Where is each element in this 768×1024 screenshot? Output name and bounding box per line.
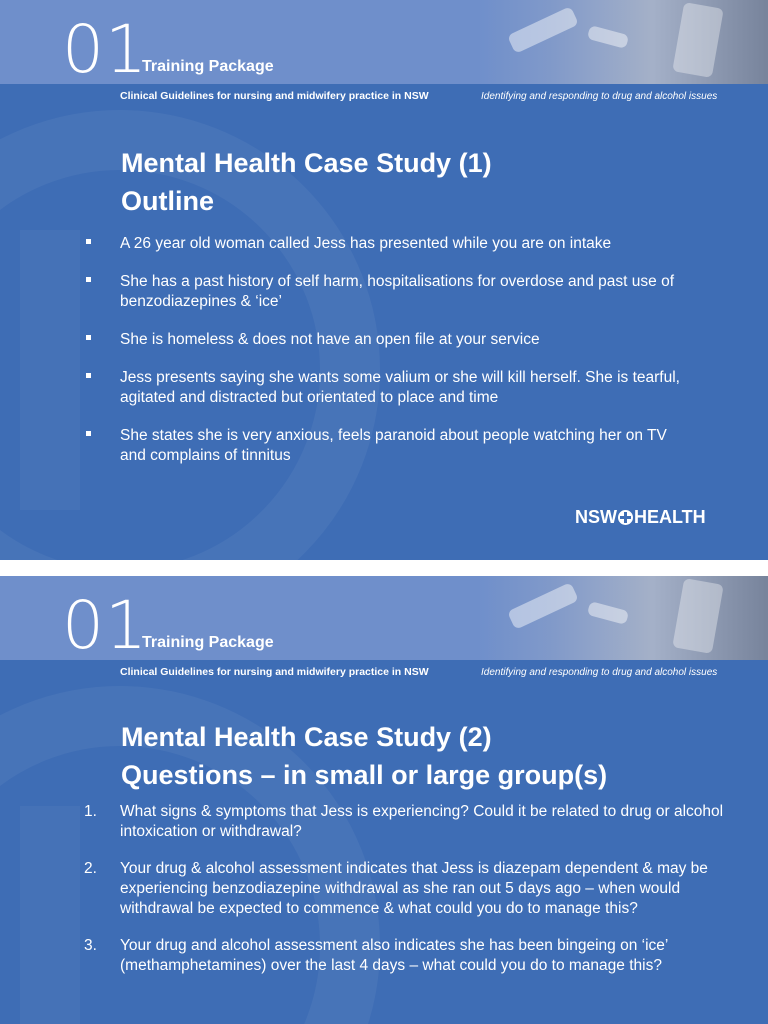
identifying-subtitle: Identifying and responding to drug and alcohol issues — [481, 91, 718, 102]
list-item: She is homeless & does not have an open file at your service — [86, 330, 686, 350]
title-line-2: Questions – in small or large group(s) — [121, 760, 608, 790]
bullet-icon — [86, 277, 91, 282]
module-number: 01 — [62, 11, 148, 88]
list-item: 3. Your drug and alcohol assessment also indicates she has been bingeing on ‘ice’ (methamphetamines) over the last 4 days – what could you do to manage this? — [84, 937, 668, 974]
guidelines-subtitle: Clinical Guidelines for nursing and midwifery practice in NSW — [120, 666, 429, 678]
title-line-1: Mental Health Case Study (2) — [121, 722, 492, 752]
list-item: She has a past history of self harm, hospitalisations for overdose and past use of benzodiazepines & ‘ice’ — [86, 272, 686, 312]
title-line-1: Mental Health Case Study (1) — [121, 148, 492, 178]
slide-2 — [0, 576, 768, 1024]
watermark-shape — [20, 230, 80, 510]
training-package-label: Training Package — [142, 58, 274, 75]
header-photo — [478, 576, 768, 660]
list-item: A 26 year old woman called Jess has presented while you are on intake — [86, 234, 686, 254]
header-photo — [478, 0, 768, 84]
list-item: She states she is very anxious, feels paranoid about people watching her on TV and complains of tinnitus — [86, 426, 686, 466]
list-item: Jess presents saying she wants some valium or she will kill herself. She is tearful, agitated and distracted but orientated to place and time — [86, 368, 686, 408]
watermark-shape — [20, 806, 80, 1024]
training-package-label: Training Package — [142, 634, 274, 651]
outline-list — [86, 234, 686, 484]
nsw-health-logo: NSW HEALTH — [575, 507, 706, 527]
bullet-icon — [86, 335, 91, 340]
module-number: 01 — [62, 587, 148, 664]
bullet-icon — [86, 431, 91, 436]
bullet-icon — [86, 373, 91, 378]
slide-title — [121, 144, 492, 220]
questions-list — [84, 802, 724, 993]
list-item: 1. What signs & symptoms that Jess is experiencing? Could it be related to drug or alcohol intoxication or withdrawal? — [84, 803, 724, 840]
slide-title — [121, 718, 607, 794]
page-gap — [0, 560, 768, 576]
bullet-icon — [86, 239, 91, 244]
cross-icon — [618, 510, 633, 525]
list-item: 2. Your drug & alcohol assessment indicates that Jess is diazepam dependent & may be experiencing benzodiazepine withdrawal as she ran out 5 days ago – when would withdrawal be expected to commence & what could you do to manage this? — [84, 860, 708, 917]
title-line-2: Outline — [121, 186, 214, 216]
guidelines-subtitle: Clinical Guidelines for nursing and midwifery practice in NSW — [120, 90, 429, 102]
identifying-subtitle: Identifying and responding to drug and alcohol issues — [481, 667, 718, 678]
